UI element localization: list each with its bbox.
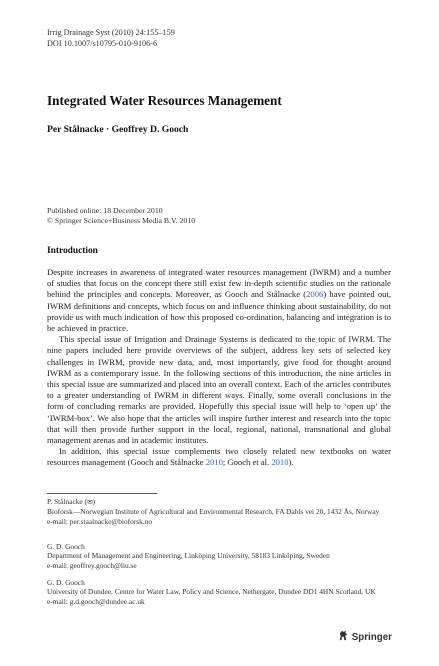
paragraph-3: In addition, this special issue complements two closely related new textbooks on water resources management (Gooch and Stålnacke 2010; Gooch et al. 2010). xyxy=(47,446,391,468)
author-name: P. Stålnacke (✉) xyxy=(47,497,96,506)
author-list: Per Stålnacke · Geoffrey D. Gooch xyxy=(47,124,189,135)
introduction-body xyxy=(47,267,391,469)
author-email[interactable]: e-mail: geoffrey.gooch@liu.se xyxy=(47,560,137,570)
footnote-divider xyxy=(47,493,157,494)
author-email[interactable]: e-mail: g.d.gooch@dundee.ac.uk xyxy=(47,596,145,606)
author-affiliation: Department of Management and Engineering, Linköping University, 58183 Linköping, Sweden xyxy=(47,551,330,561)
publisher-logo xyxy=(338,630,392,644)
citation-link[interactable]: 2006 xyxy=(306,289,324,300)
author-affiliation: Bioforsk—Norwegian Institute of Agricultural and Environmental Research, FA Dahls vei 20, 1432 Ås, Norway xyxy=(47,507,380,517)
springer-horse-icon xyxy=(338,630,349,644)
copyright: © Springer Science+Business Media B.V. 2010 xyxy=(47,216,196,225)
section-heading-introduction: Introduction xyxy=(47,246,98,256)
doi: DOI 10.1007/s10795-010-9106-6 xyxy=(47,39,158,48)
paragraph-2: This special issue of Irrigation and Drainage Systems is dedicated to the topic of IWRM. The nine papers included here provide overviews of the subject, address key sets of selected key challenges in IWRM, provide new data, and, most importantly, give food for thought around IWRM as a contemporary issue. In the following sections of this introduction, the nine articles in this special issue are summarized and placed into an overall context. Each of the articles contributes to a greater understanding of IWRM in different ways. Finally, some overall conclusions in the form of concluding remarks are provided. Hopefully this special issue will help to ‘open up’ the ‘IWRM-box’. We also hope that the articles will inspire further interest and research into the topic that will then provide further support in the local, regional, national, transnational and global management arenas and in academic institutes. xyxy=(47,334,391,446)
footnote-author-2 xyxy=(47,542,391,570)
footnote-author-1 xyxy=(47,497,391,526)
journal-citation: Irrig Drainage Syst (2010) 24:155–159 xyxy=(47,28,175,37)
author-affiliation: University of Dundee, Centre for Water Law, Policy and Science, Nethergate, Dundee DD1 4HN Scotland, UK xyxy=(47,587,376,597)
footnote-author-3 xyxy=(47,578,391,606)
paragraph-1: Despite increases in awareness of integrated water resources management (IWRM) and a number of studies that focus on the concept there still exist few in-depth scientific studies on the rationale behind the principles and concepts. Moreover, as Gooch and Stålnacke (2006) have pointed out, IWRM definitions and concepts, which focus on and influence thinking about sustainability, do not provide us with much indication of how this proposed co-ordination, balancing and integration is to be achieved in practice. xyxy=(47,267,391,334)
published-online: Published online: 18 December 2010 xyxy=(47,206,163,215)
envelope-icon: ✉ xyxy=(87,498,93,506)
article-title: Integrated Water Resources Management xyxy=(47,93,282,108)
author-email[interactable]: e-mail: per.staalnacke@bioforsk.no xyxy=(47,516,153,526)
author-name: G. D. Gooch xyxy=(47,578,85,587)
citation-link[interactable]: 2010 xyxy=(205,457,223,468)
author-name: G. D. Gooch xyxy=(47,542,85,551)
citation-link[interactable]: 2010 xyxy=(271,457,289,468)
publisher-name: Springer xyxy=(351,631,392,643)
